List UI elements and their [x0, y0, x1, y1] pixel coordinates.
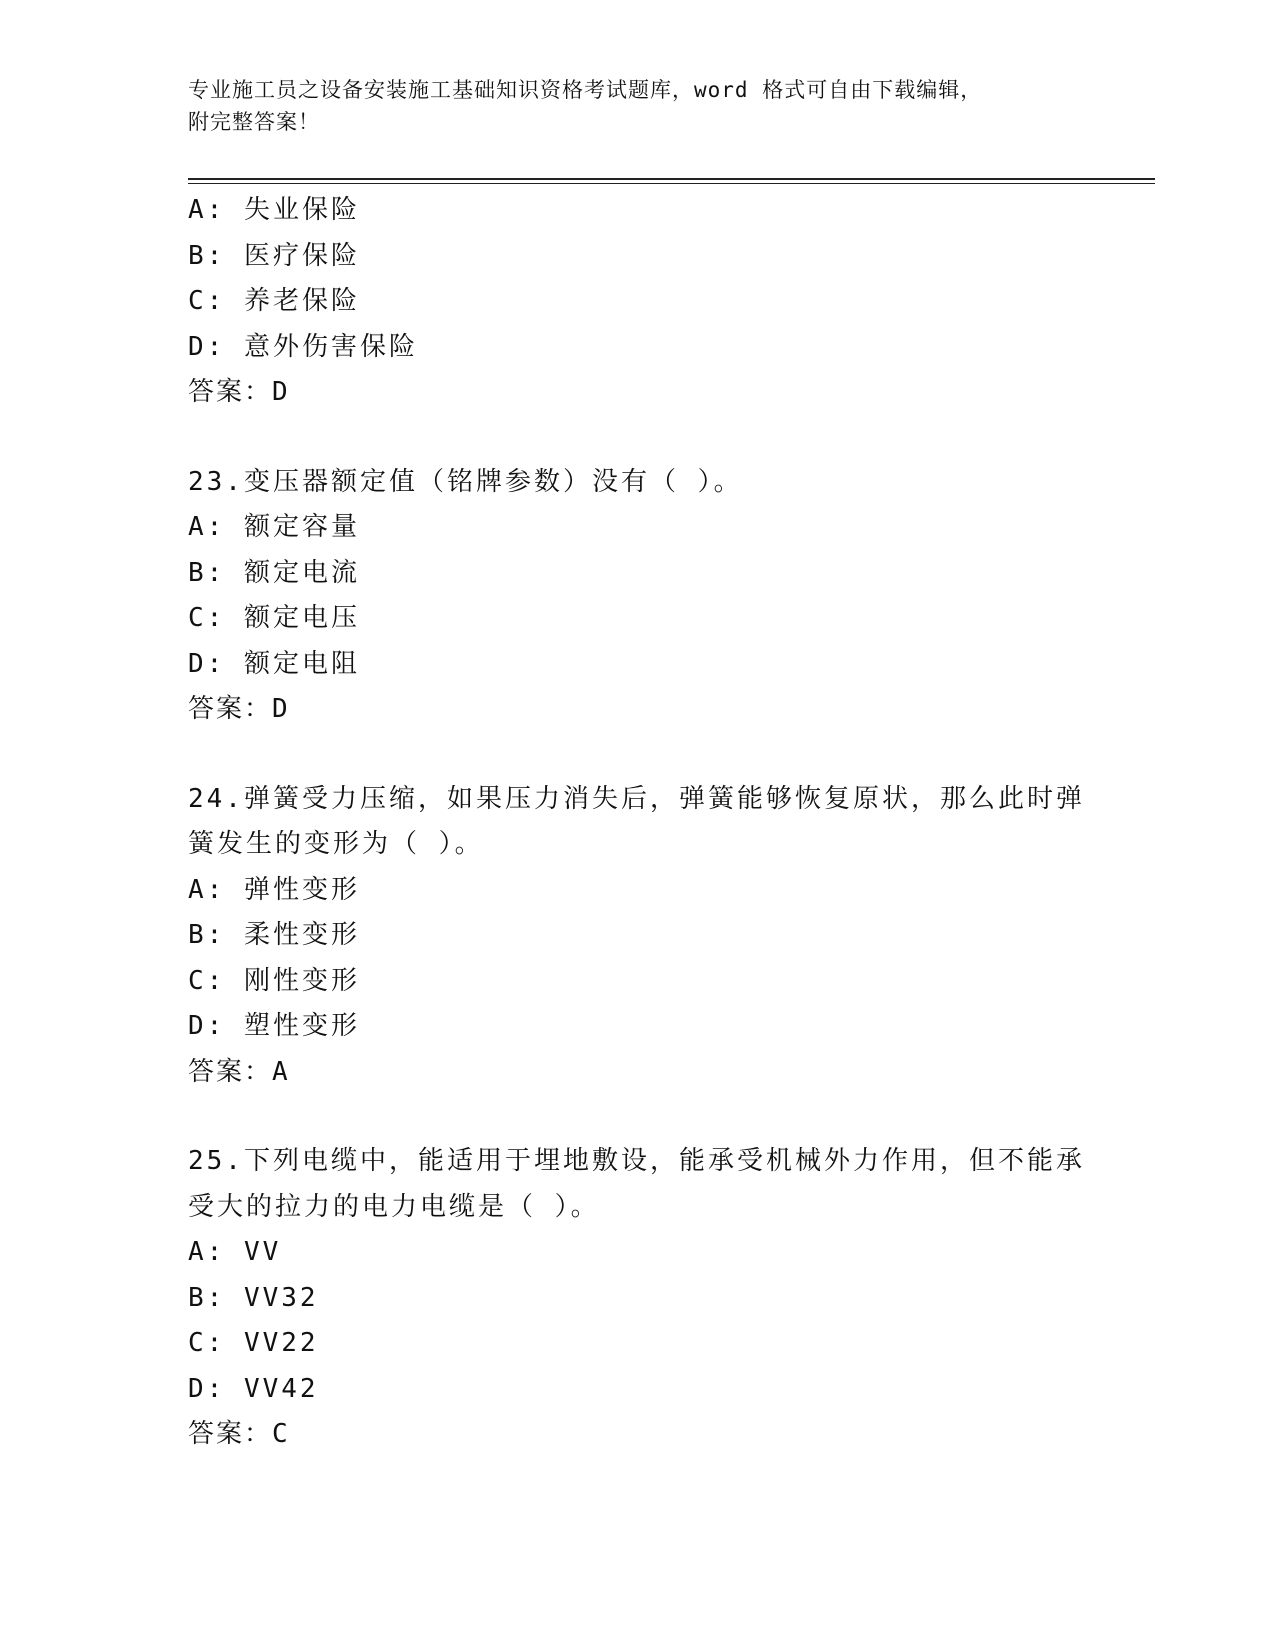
answer-label: 答案：	[188, 1056, 273, 1087]
question-list	[188, 188, 1088, 1458]
header-title-line-1: 专业施工员之设备安装施工基础知识资格考试题库，word 格式可自由下载编辑，	[188, 78, 983, 102]
option-a: A: 弹性变形	[188, 874, 360, 905]
header-title-line-2: 附完整答案！	[188, 110, 320, 134]
question-stem: 25.下列电缆中，能适用于埋地敷设，能承受机械外力作用，但不能承	[188, 1146, 1085, 1176]
option-d: D: 塑性变形	[188, 1011, 360, 1041]
answer-label: 答案：	[188, 694, 273, 724]
question-stem: 24.弹簧受力压缩，如果压力消失后，弹簧能够恢复原状，那么此时弹	[188, 783, 1085, 814]
option-d: D: 意外伤害保险	[188, 331, 418, 362]
question-block	[188, 777, 1088, 1096]
question-block	[188, 460, 1088, 733]
answer-value: D	[272, 694, 288, 724]
header-divider-thick	[188, 178, 1155, 180]
question-spacer	[188, 733, 1088, 777]
answer-label: 答案：	[188, 377, 273, 407]
option-c: C: 额定电压	[188, 603, 360, 633]
option-a: A: 失业保险	[188, 195, 360, 225]
option-c: C: 刚性变形	[188, 965, 360, 996]
question-spacer	[188, 1095, 1088, 1139]
question-spacer	[188, 416, 1088, 460]
answer-line	[188, 370, 1088, 416]
header-divider-thin	[188, 183, 1155, 184]
option-b: B: 医疗保险	[188, 240, 360, 271]
answer-line	[188, 1412, 1088, 1458]
option-c: C: 养老保险	[188, 286, 360, 316]
question-block	[188, 1139, 1088, 1458]
option-b: B: 额定电流	[188, 557, 360, 588]
option-a: A: VV	[188, 1237, 282, 1267]
question-stem: 23.变压器额定值（铭牌参数）没有（ ）。	[188, 466, 743, 497]
option-d: D: VV42	[188, 1373, 319, 1404]
answer-value: C	[272, 1419, 288, 1449]
answer-line	[188, 687, 1088, 733]
question-stem-continued: 受大的拉力的电力电缆是（ ）。	[188, 1191, 600, 1222]
answer-value: D	[272, 377, 288, 407]
question-stem-continued: 簧发生的变形为（ ）。	[188, 829, 484, 859]
document-header	[188, 74, 1068, 138]
answer-value: A	[272, 1056, 288, 1087]
question-block	[188, 188, 1088, 416]
option-a: A: 额定容量	[188, 512, 360, 542]
answer-label: 答案：	[188, 1419, 273, 1449]
option-d: D: 额定电阻	[188, 648, 360, 679]
option-b: B: 柔性变形	[188, 920, 360, 950]
option-b: B: VV32	[188, 1282, 319, 1313]
option-c: C: VV22	[188, 1328, 319, 1358]
answer-line	[188, 1050, 1088, 1096]
